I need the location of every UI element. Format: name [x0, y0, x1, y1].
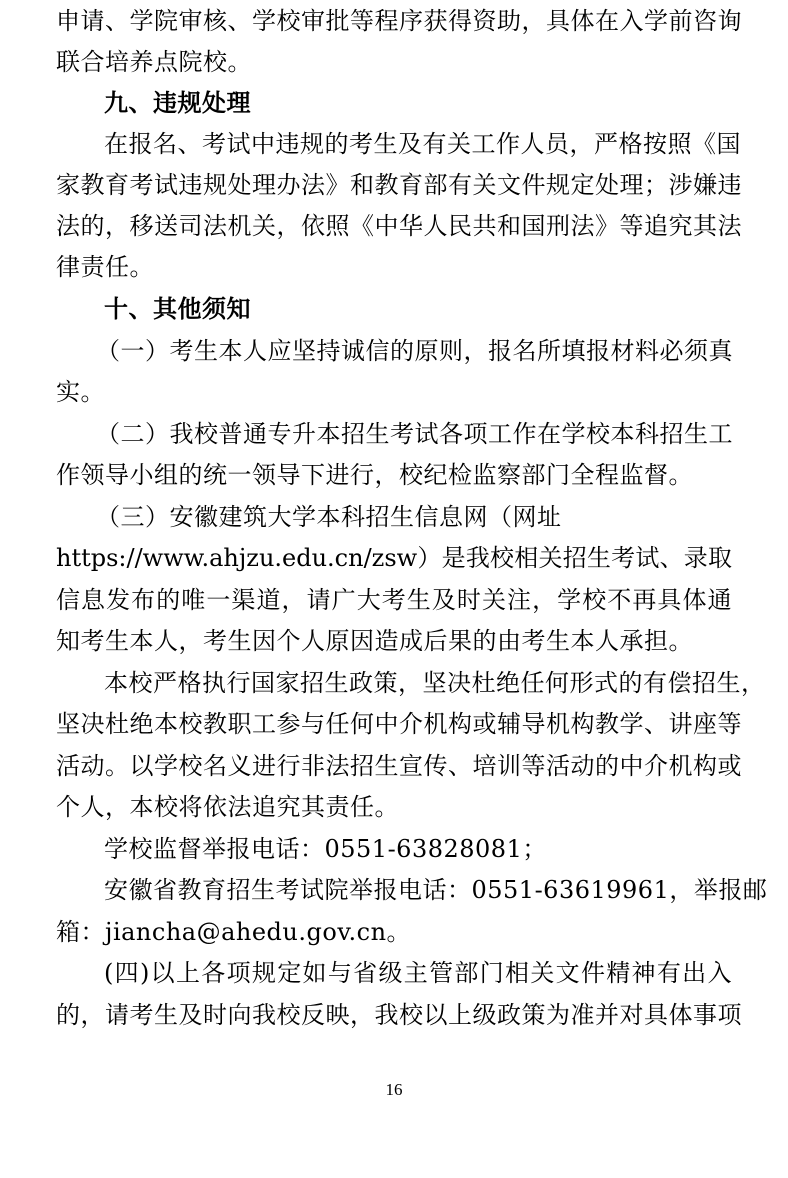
text-line-1: 申请、学院审核、学校审批等程序获得资助，具体在入学前咨询 [56, 7, 742, 35]
section-heading-10: 十、其他须知 [104, 295, 251, 323]
text-line-18: 坚决杜绝本校教职工参与任何中介机构或辅导机构教学、讲座等 [56, 710, 742, 738]
province-hotline: 安徽省教育招生考试院举报电话：0551-63619961，举报邮 [104, 876, 768, 904]
text-line-16: 知考生本人，考生因个人原因造成后果的由考生本人承担。 [56, 627, 693, 655]
text-line-11: （二）我校普通专升本招生考试各项工作在学校本科招生工 [96, 420, 733, 448]
text-line-12: 作领导小组的统一领导下进行，校纪检监察部门全程监督。 [56, 461, 693, 489]
text-line-15: 信息发布的唯一渠道，请广大考生及时关注，学校不再具体通 [56, 586, 732, 614]
text-line-14-url: https://www.ahjzu.edu.cn/zsw）是我校相关招生考试、录取 [56, 544, 732, 572]
text-line-9: （一）考生本人应坚持诚信的原则，报名所填报材料必须真 [96, 337, 733, 365]
text-line-5: 家教育考试违规处理办法》和教育部有关文件规定处理；涉嫌违 [56, 171, 742, 199]
text-line-24: (四)以上各项规定如与省级主管部门相关文件精神有出入 [104, 959, 732, 987]
text-line-4: 在报名、考试中违规的考生及有关工作人员，严格按照《国 [104, 130, 741, 158]
text-line-7: 律责任。 [56, 253, 154, 281]
text-line-19: 活动。以学校名义进行非法招生宣传、培训等活动的中介机构或 [56, 752, 742, 780]
text-line-2: 联合培养点院校。 [56, 48, 252, 76]
text-line-13: （三）安徽建筑大学本科招生信息网（网址 [96, 503, 562, 531]
school-hotline: 学校监督举报电话：0551-63828081； [104, 835, 547, 863]
section-heading-9: 九、违规处理 [104, 89, 251, 117]
page-number: 16 [385, 1080, 403, 1099]
text-line-25: 的，请考生及时向我校反映，我校以上级政策为准并对具体事项 [56, 1001, 742, 1029]
report-email: 箱：jiancha@ahedu.gov.cn。 [56, 918, 412, 946]
text-line-20: 个人，本校将依法追究其责任。 [56, 793, 399, 821]
text-line-17: 本校严格执行国家招生政策，坚决杜绝任何形式的有偿招生， [104, 669, 766, 697]
text-line-6: 法的，移送司法机关，依照《中华人民共和国刑法》等追究其法 [56, 212, 742, 240]
text-line-10: 实。 [56, 378, 105, 406]
